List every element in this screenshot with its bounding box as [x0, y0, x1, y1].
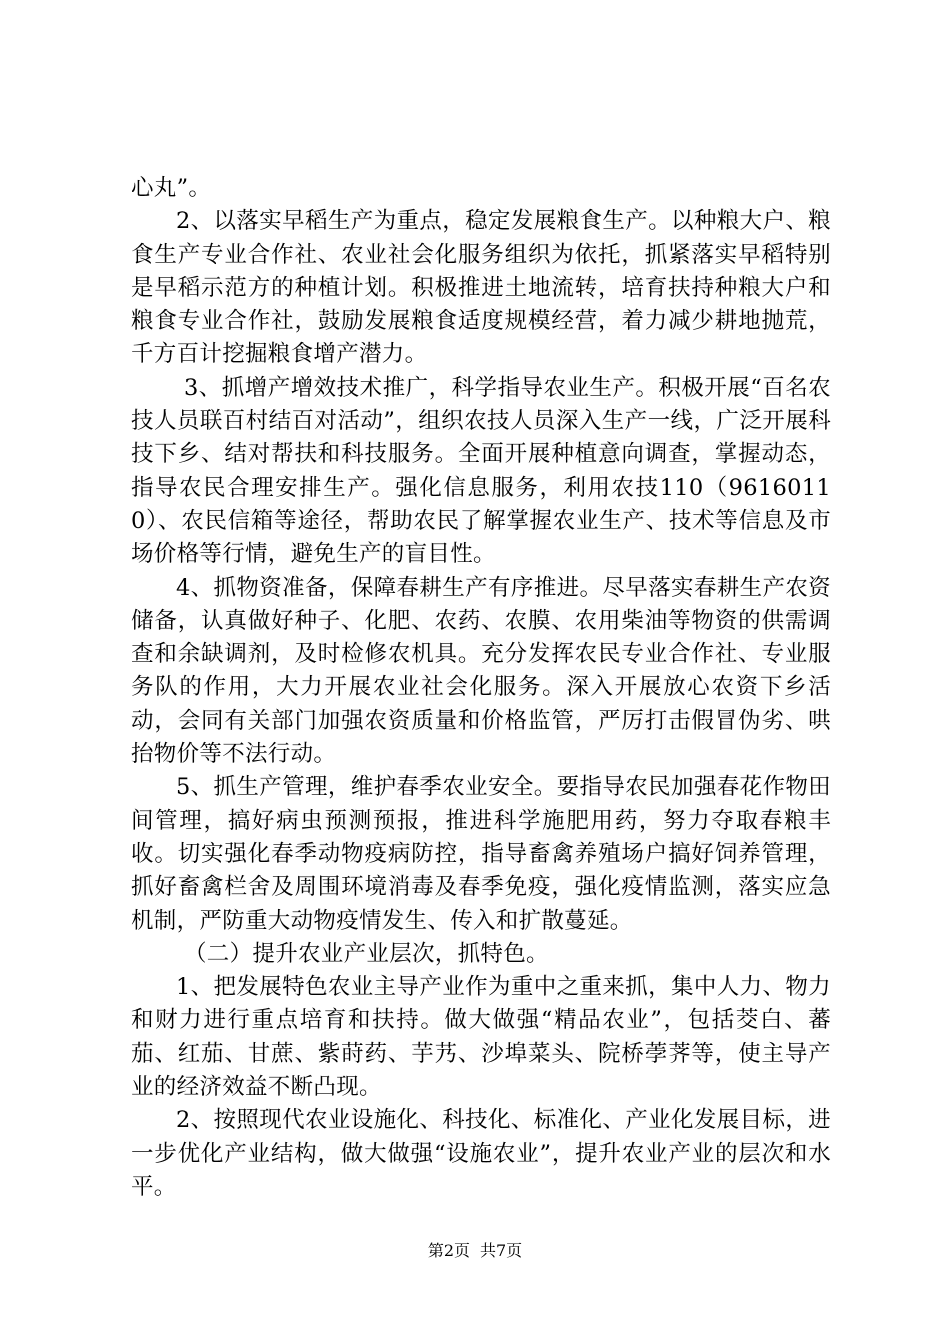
paragraph-continuation: 心丸”。 [131, 175, 212, 201]
paragraph-item-2-grain: 2、以落实早稻生产为重点，稳定发展粮食生产。以种粮大户、粮食生产专业合作社、农业社会化服务组织为依托，抓紧落实早稻特别是早稻示范方的种植计划。积极推进土地流转，培育扶持种粮大户和粮食专业合作社，鼓励发展粮食适度规模经营，着力减少耕地抛荒，千方百计挖掘粮食增产潜力。 [131, 208, 831, 368]
paragraph-item-5-management: 5、抓生产管理，维护春季农业安全。要指导农民加强春花作物田间管理，搞好病虫预测预报，推进科学施肥用药，努力夺取春粮丰收。切实强化春季动物疫病防控，指导畜禽养殖场户搞好饲养管理，抓好畜禽栏舍及周围环境消毒及春季免疫，强化疫情监测，落实应急机制，严防重大动物疫情发生、传入和扩散蔓延。 [131, 774, 831, 934]
paragraph-item-3-technology: 3、抓增产增效技术推广，科学指导农业生产。积极开展“百名农技人员联百村结百对活动”，组织农技人员深入生产一线，广泛开展科技下乡、结对帮扶和科技服务。全面开展种植意向调查，掌握动态，指导农民合理安排生产。强化信息服务，利用农技110（96160110）、农民信箱等途径，帮助农民了解掌握农业生产、技术等信息及市场价格等行情，避免生产的盲目性。 [131, 374, 831, 568]
page-footer [0, 1241, 950, 1261]
document-body [131, 172, 831, 1204]
paragraph-section2-item-1: 1、把发展特色农业主导产业作为重中之重来抓，集中人力、物力和财力进行重点培育和扶持。做大做强“精品农业”，包括茭白、蕃茄、红茄、甘蔗、紫莳药、芋艿、沙埠菜头、院桥荸荠等，使主导产业的经济效益不断凸现。 [131, 974, 831, 1101]
paragraph-item-4-materials: 4、抓物资准备，保障春耕生产有序推进。尽早落实春耕生产农资储备，认真做好种子、化肥、农药、农膜、农用柴油等物资的供需调查和余缺调剂，及时检修农机具。充分发挥农民专业合作社、专业服务队的作用，大力开展农业社会化服务。深入开展放心农资下乡活动，会同有关部门加强农资质量和价格监管，严厉打击假冒伪劣、哄抬物价等不法行动。 [131, 574, 831, 768]
page-number-current: 第2页 [427, 1241, 470, 1260]
section-heading-2: （二）提升农业产业层次，抓特色。 [184, 940, 549, 967]
page-number-total: 共7页 [480, 1241, 523, 1260]
paragraph-section2-item-2: 2、按照现代农业设施化、科技化、标准化、产业化发展目标，进一步优化产业结构，做大做强“设施农业”，提升农业产业的层次和水平。 [131, 1107, 831, 1200]
